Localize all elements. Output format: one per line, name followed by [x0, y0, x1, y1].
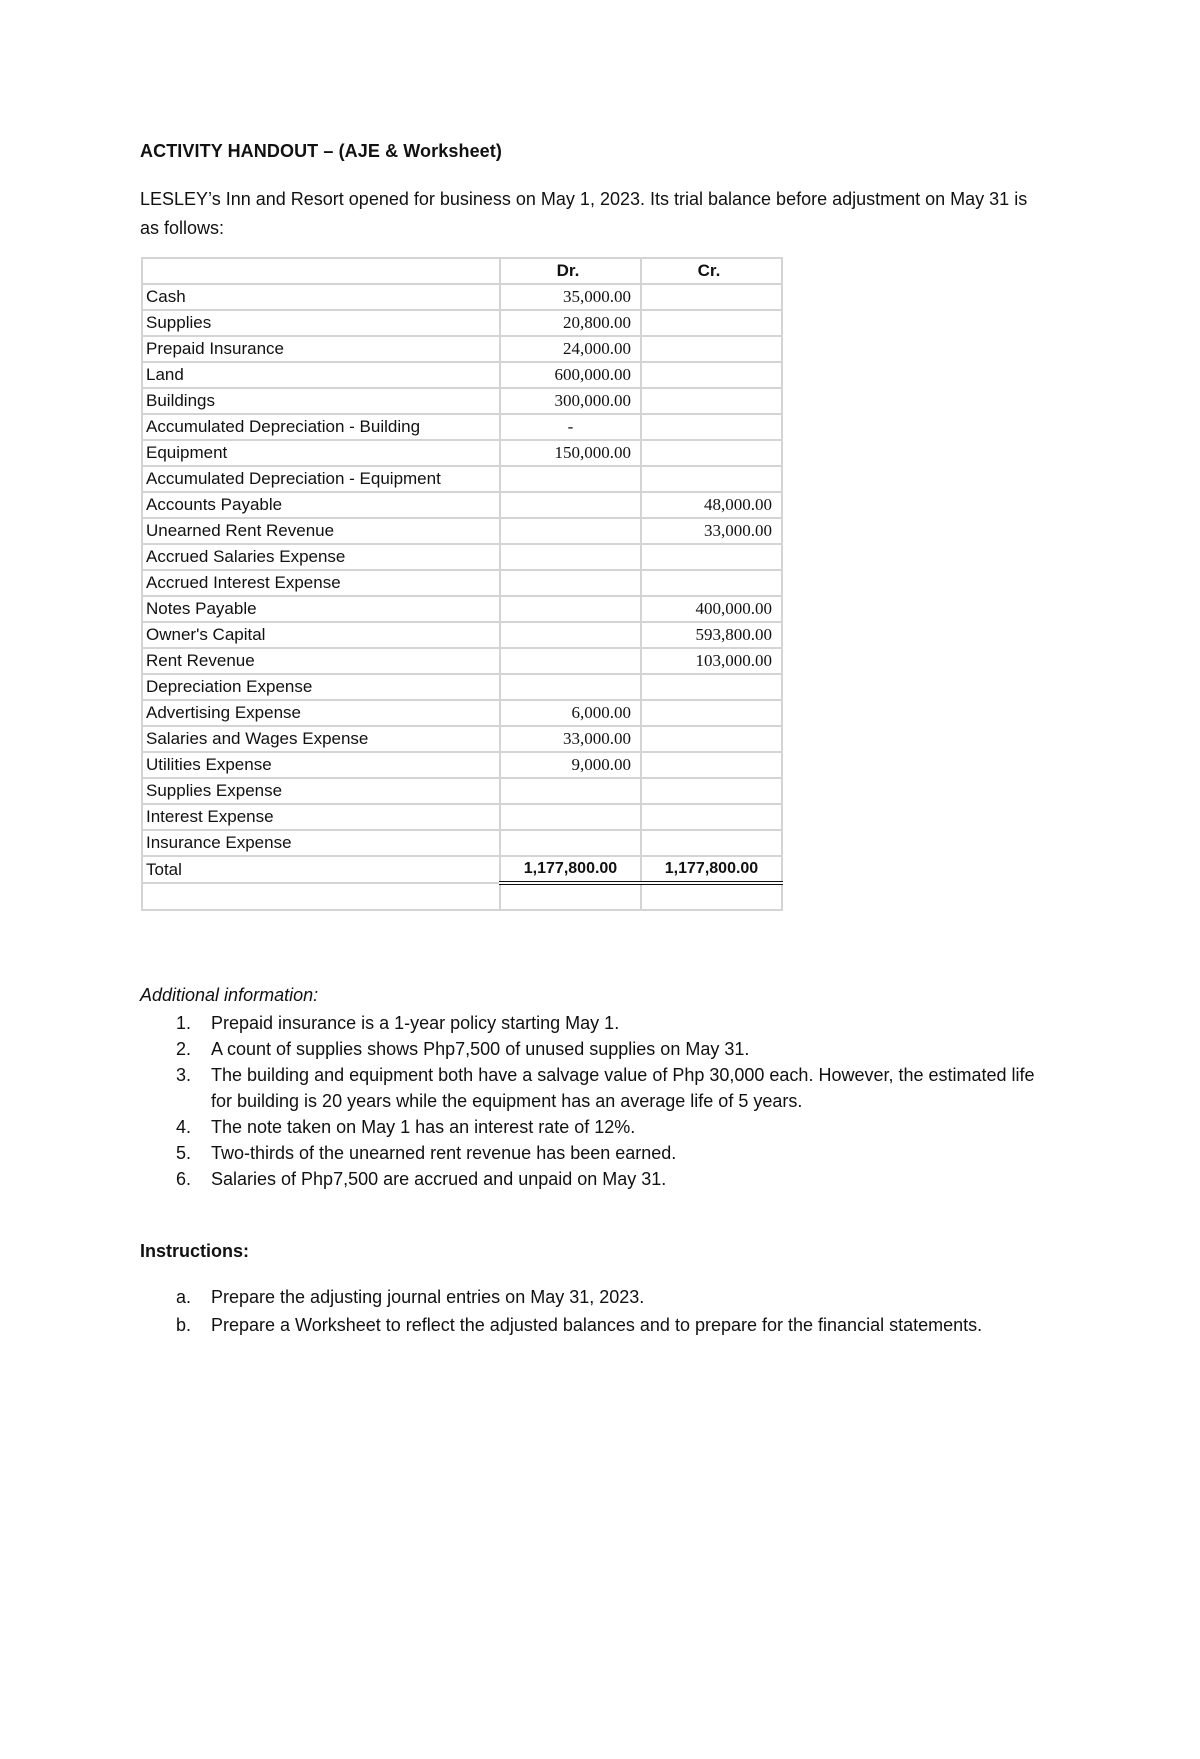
table-row [142, 622, 782, 648]
empty-cell [641, 883, 782, 910]
debit-amount: 33,000.00 [500, 726, 641, 752]
credit-amount: 48,000.00 [641, 492, 782, 518]
handout-title: ACTIVITY HANDOUT – (AJE & Worksheet) [140, 141, 502, 161]
table-row [142, 310, 782, 336]
list-marker: 6. [176, 1169, 192, 1189]
additional-info-list [140, 1010, 1040, 1192]
list-marker: 2. [176, 1039, 192, 1059]
credit-amount [641, 804, 782, 830]
debit-amount: - [500, 414, 641, 440]
additional-info-item [140, 1010, 1040, 1036]
total-debit: 1,177,800.00 [500, 856, 641, 883]
list-item-text: Prepaid insurance is a 1-year policy starting May 1. [211, 1013, 620, 1033]
list-marker: 4. [176, 1117, 192, 1137]
debit-amount: 600,000.00 [500, 362, 641, 388]
instructions-heading: Instructions: [140, 1241, 250, 1261]
empty-cell [142, 883, 500, 910]
account-name: Buildings [142, 388, 500, 414]
credit-amount [641, 440, 782, 466]
empty-cell [500, 883, 641, 910]
total-label: Total [142, 856, 500, 883]
credit-amount [641, 544, 782, 570]
credit-amount [641, 284, 782, 310]
credit-amount [641, 388, 782, 414]
credit-amount [641, 778, 782, 804]
table-row [142, 414, 782, 440]
table-row [142, 778, 782, 804]
debit-amount [500, 648, 641, 674]
credit-amount [641, 752, 782, 778]
account-name: Prepaid Insurance [142, 336, 500, 362]
debit-amount: 9,000.00 [500, 752, 641, 778]
account-name: Supplies Expense [142, 778, 500, 804]
table-row [142, 440, 782, 466]
credit-amount: 33,000.00 [641, 518, 782, 544]
account-name: Accumulated Depreciation - Equipment [142, 466, 500, 492]
table-row [142, 518, 782, 544]
list-marker: b. [176, 1315, 192, 1335]
debit-amount: 20,800.00 [500, 310, 641, 336]
credit-amount: 103,000.00 [641, 648, 782, 674]
credit-amount [641, 310, 782, 336]
table-row [142, 700, 782, 726]
debit-amount [500, 804, 641, 830]
debit-amount [500, 544, 641, 570]
account-name: Unearned Rent Revenue [142, 518, 500, 544]
total-row [142, 856, 782, 883]
list-item-text: Salaries of Php7,500 are accrued and unpaid on May 31. [211, 1169, 667, 1189]
credit-amount [641, 726, 782, 752]
table-row [142, 726, 782, 752]
table-header-row [142, 258, 782, 284]
account-name: Cash [142, 284, 500, 310]
table-row [142, 284, 782, 310]
account-name: Advertising Expense [142, 700, 500, 726]
table-row [142, 674, 782, 700]
list-item-text: Prepare the adjusting journal entries on May 31, 2023. [211, 1287, 645, 1307]
debit-header: Dr. [500, 258, 641, 284]
additional-info-item [140, 1114, 1040, 1140]
account-name: Accumulated Depreciation - Building [142, 414, 500, 440]
table-row [142, 570, 782, 596]
credit-amount: 593,800.00 [641, 622, 782, 648]
account-name: Supplies [142, 310, 500, 336]
list-item-text: Two-thirds of the unearned rent revenue has been earned. [211, 1143, 677, 1163]
blank-row [142, 883, 782, 910]
account-header [142, 258, 500, 284]
debit-amount [500, 778, 641, 804]
credit-amount: 400,000.00 [641, 596, 782, 622]
list-marker: 5. [176, 1143, 192, 1163]
debit-amount [500, 674, 641, 700]
list-marker: 3. [176, 1065, 192, 1085]
table-row [142, 388, 782, 414]
account-name: Salaries and Wages Expense [142, 726, 500, 752]
account-name: Insurance Expense [142, 830, 500, 856]
credit-amount [641, 674, 782, 700]
instructions-list [140, 1283, 1040, 1339]
account-name: Rent Revenue [142, 648, 500, 674]
table-row [142, 830, 782, 856]
account-name: Depreciation Expense [142, 674, 500, 700]
credit-amount [641, 466, 782, 492]
trial-balance-table [141, 257, 783, 911]
debit-amount [500, 622, 641, 648]
list-item-text: A count of supplies shows Php7,500 of unused supplies on May 31. [211, 1039, 750, 1059]
table-row [142, 804, 782, 830]
debit-amount [500, 830, 641, 856]
debit-amount: 150,000.00 [500, 440, 641, 466]
credit-amount [641, 700, 782, 726]
account-name: Accrued Interest Expense [142, 570, 500, 596]
instruction-item [140, 1311, 1040, 1339]
list-marker: 1. [176, 1013, 192, 1033]
total-credit: 1,177,800.00 [641, 856, 782, 883]
debit-amount [500, 570, 641, 596]
credit-amount [641, 570, 782, 596]
additional-info-item [140, 1140, 1040, 1166]
account-name: Land [142, 362, 500, 388]
account-name: Equipment [142, 440, 500, 466]
debit-amount [500, 518, 641, 544]
credit-amount [641, 362, 782, 388]
debit-amount [500, 466, 641, 492]
intro-paragraph: LESLEY’s Inn and Resort opened for business on May 1, 2023. Its trial balance before adjustment on May 31 is as follows: [140, 189, 1028, 238]
table-row [142, 492, 782, 518]
table-row [142, 336, 782, 362]
instruction-item [140, 1283, 1040, 1311]
account-name: Accounts Payable [142, 492, 500, 518]
credit-header: Cr. [641, 258, 782, 284]
account-name: Owner's Capital [142, 622, 500, 648]
list-item-text: The note taken on May 1 has an interest rate of 12%. [211, 1117, 636, 1137]
table-row [142, 466, 782, 492]
debit-amount [500, 492, 641, 518]
account-name: Utilities Expense [142, 752, 500, 778]
table-row [142, 544, 782, 570]
credit-amount [641, 336, 782, 362]
additional-info-heading: Additional information: [140, 985, 319, 1005]
credit-amount [641, 830, 782, 856]
additional-info-item [140, 1166, 1040, 1192]
debit-amount: 300,000.00 [500, 388, 641, 414]
account-name: Accrued Salaries Expense [142, 544, 500, 570]
account-name: Notes Payable [142, 596, 500, 622]
table-row [142, 362, 782, 388]
list-item-text: Prepare a Worksheet to reflect the adjusted balances and to prepare for the financial statements. [211, 1315, 983, 1335]
table-row [142, 648, 782, 674]
debit-amount: 24,000.00 [500, 336, 641, 362]
debit-amount [500, 596, 641, 622]
debit-amount: 35,000.00 [500, 284, 641, 310]
credit-amount [641, 414, 782, 440]
additional-info-item [140, 1036, 1040, 1062]
account-name: Interest Expense [142, 804, 500, 830]
table-row [142, 596, 782, 622]
list-item-text: The building and equipment both have a salvage value of Php 30,000 each. However, the estimated life for building is 20 years while the equipment has an average life of 5 years. [211, 1065, 1035, 1111]
debit-amount: 6,000.00 [500, 700, 641, 726]
table-row [142, 752, 782, 778]
list-marker: a. [176, 1287, 192, 1307]
additional-info-item [140, 1062, 1040, 1114]
